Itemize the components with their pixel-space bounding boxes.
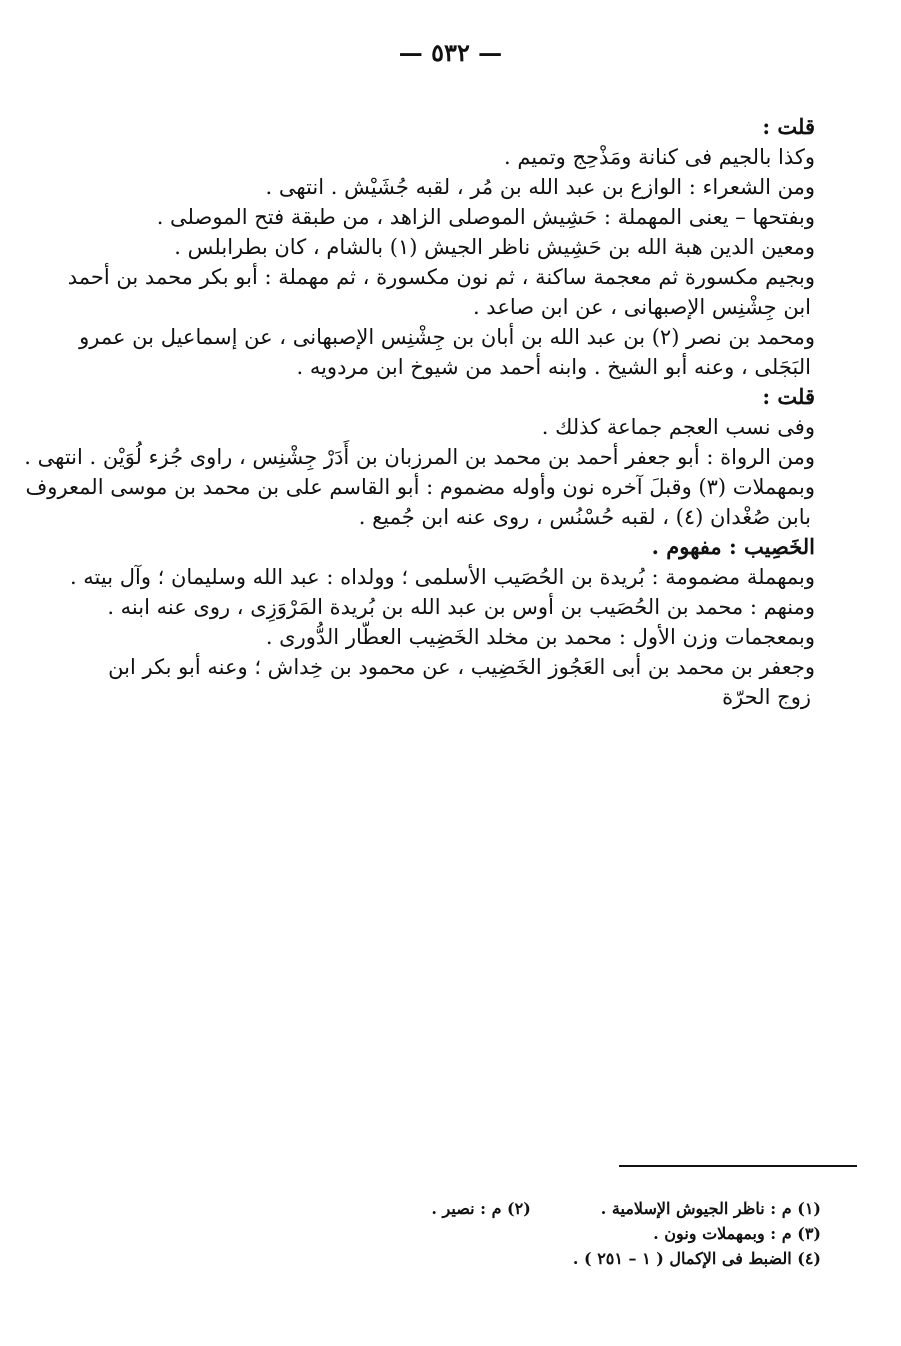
footnote-row	[300, 1246, 821, 1271]
text-line: وبمهملة مضمومة : بُريدة بن الحُصَيب الأسلمى ؛ وولداه : عبد الله وسليمان ؛ وآل بيته .	[69, 565, 815, 589]
text-line: ومن الشعراء : الوازع بن عبد الله بن مُر ، لقبه جُشَيْش . انتهى .	[265, 175, 815, 199]
page-number: — ٥٣٢ —	[398, 38, 503, 67]
text-line: ومحمد بن نصر (٢) بن عبد الله بن أبان بن جِشْنِس الإصبهانى ، عن إسماعيل بن عمرو	[79, 325, 815, 349]
text-line: وجعفر بن محمد بن أبى العَجُوز الخَضِيب ، عن محمود بن خِداش ؛ وعنه أبو بكر ابن	[108, 655, 815, 679]
footnotes	[300, 1196, 821, 1271]
text-line: وبفتحها – يعنى المهملة : حَشِيش الموصلى الزاهد ، من طبقة فتح الموصلى .	[156, 205, 815, 229]
text-line: قلت :	[762, 384, 815, 409]
footnote-row	[300, 1196, 821, 1221]
footnote-3: (٣) م : وبمهملات ونون .	[653, 1224, 821, 1243]
footnote-1: (١) م : ناظر الجيوش الإسلامية .	[600, 1199, 821, 1218]
text-line: وبمعجمات وزن الأول : محمد بن مخلد الخَضِيب العطّار الدُّورى .	[265, 625, 815, 649]
text-line: البَجَلى ، وعنه أبو الشيخ . وابنه أحمد من شيوخ ابن مردويه .	[296, 355, 811, 379]
footnote-divider	[619, 1165, 857, 1167]
text-line: قلت :	[762, 114, 815, 139]
text-line: وفى نسب العجم جماعة كذلك .	[541, 415, 815, 439]
main-text	[24, 112, 815, 712]
footnote-row	[300, 1221, 821, 1246]
text-line: ابن جِشْنِس الإصبهانى ، عن ابن صاعد .	[472, 295, 811, 319]
footnote-2: (٢) م : نصير .	[431, 1199, 531, 1218]
text-line: وكذا بالجيم فى كنانة ومَذْحِج وتميم .	[503, 145, 815, 169]
text-line: وبمهملات (٣) وقبلَ آخره نون وأوله مضموم : أبو القاسم على بن محمد بن موسى المعروف	[25, 475, 815, 499]
text-line: ومن الرواة : أبو جعفر أحمد بن محمد بن المرزبان بن أَدَرْ جِشْنِس ، راوى جُزء لُوَيْن . انتهى .	[24, 445, 815, 469]
text-line: بابن صُغْدان (٤) ، لقبه حُسْنُس ، روى عنه ابن جُميع .	[358, 505, 811, 529]
text-line: الخَصِيب : مفهوم .	[651, 534, 815, 559]
text-line: زوج الحرّة	[722, 685, 811, 709]
text-line: ومنهم : محمد بن الحُصَيب بن أوس بن عبد الله بن بُريدة المَرْوَزِى ، روى عنه ابنه .	[107, 595, 815, 619]
text-line: ومعين الدين هبة الله بن حَشِيش ناظر الجيش (١) بالشام ، كان بطرابلس .	[174, 235, 815, 259]
text-line: وبجيم مكسورة ثم معجمة ساكنة ، ثم نون مكسورة ، ثم مهملة : أبو بكر محمد بن أحمد	[67, 265, 815, 289]
footnote-4: (٤) الضبط فى الإكمال ( ١ – ٢٥١ ) .	[572, 1249, 821, 1268]
